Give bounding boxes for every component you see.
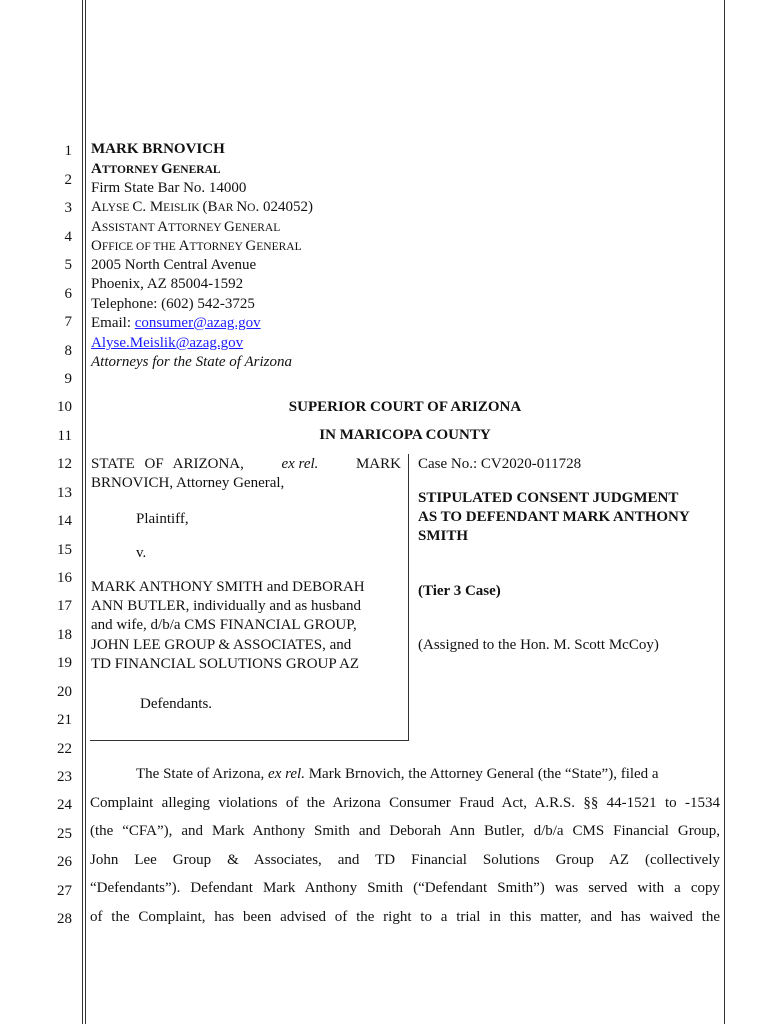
document-title-line-2: AS TO DEFENDANT MARK ANTHONY — [418, 509, 690, 525]
case-number: Case No.: CV2020-011728 — [418, 456, 582, 472]
line-number: 20 — [57, 684, 72, 700]
street-address: 2005 North Central Avenue — [91, 257, 257, 273]
line-number: 14 — [57, 513, 72, 529]
line-number: 6 — [64, 286, 72, 302]
line-number: 15 — [57, 542, 72, 558]
court-name: SUPERIOR COURT OF ARIZONA — [288, 399, 522, 415]
email-link-meislik[interactable]: Alyse.Meislik@azag.gov — [91, 335, 244, 351]
document-title-line-1: STIPULATED CONSENT JUDGMENT — [418, 490, 679, 506]
line-number: 21 — [57, 712, 72, 728]
defendant-line-3: and wife, d/b/a CMS FINANCIAL GROUP, — [91, 617, 357, 633]
office-name: OFFICE OF THE ATTORNEY GENERAL — [91, 238, 302, 254]
line-number: 22 — [57, 741, 72, 757]
plaintiff-ex-rel: ex rel. — [281, 456, 319, 472]
email-line-2 — [91, 334, 243, 353]
attorneys-for: Attorneys for the State of Arizona — [91, 354, 292, 370]
line-number: 23 — [57, 769, 72, 785]
line-number: 8 — [64, 343, 72, 359]
line-number: 3 — [64, 200, 72, 216]
plaintiff-role: Plaintiff, — [136, 511, 189, 527]
line-number: 28 — [57, 911, 72, 927]
body-line-5: “Defendants”). Defendant Mark Anthony Smith (“Defendant Smith”) was served with a copy — [90, 880, 720, 896]
plaintiff-line-2: BRNOVICH, Attorney General, — [91, 475, 285, 491]
plaintiff-mark: MARK — [355, 456, 401, 472]
line-number: 2 — [64, 172, 72, 188]
defendant-line-4: JOHN LEE GROUP & ASSOCIATES, and — [91, 637, 352, 653]
line-number: 25 — [57, 826, 72, 842]
line-number: 13 — [57, 485, 72, 501]
defendant-line-2: ANN BUTLER, individually and as husband — [91, 598, 361, 614]
left-margin-rule-inner — [85, 0, 86, 1024]
assistant-title: ASSISTANT ATTORNEY GENERAL — [91, 219, 281, 235]
left-margin-rule-outer — [82, 0, 83, 1024]
line-number: 18 — [57, 627, 72, 643]
tier-case: (Tier 3 Case) — [418, 583, 501, 599]
assigned-judge: (Assigned to the Hon. M. Scott McCoy) — [418, 637, 659, 653]
email-link-consumer[interactable]: consumer@azag.gov — [134, 315, 261, 331]
line-number: 19 — [57, 655, 72, 671]
plaintiff-line-1 — [91, 455, 401, 474]
line-number: 1 — [64, 143, 72, 159]
line-number: 7 — [64, 314, 72, 330]
body-line-2: Complaint alleging violations of the Arizona Consumer Fraud Act, A.R.S. §§ 44-1521 to -1534 — [90, 795, 720, 811]
line-number: 26 — [57, 854, 72, 870]
assistant-name: ALYSE C. MEISLIK (BAR NO. 024052) — [91, 199, 313, 215]
line-number: 17 — [57, 598, 72, 614]
right-margin-rule — [724, 0, 725, 1024]
line-number: 12 — [57, 456, 72, 472]
attorney-name: MARK BRNOVICH — [91, 141, 225, 157]
defendant-line-1: MARK ANTHONY SMITH and DEBORAH — [91, 579, 365, 595]
city-address: Phoenix, AZ 85004-1592 — [91, 276, 244, 292]
plaintiff-state: STATE OF ARIZONA, — [91, 456, 244, 472]
line-number: 10 — [57, 399, 72, 415]
court-county: IN MARICOPA COUNTY — [319, 427, 491, 443]
versus: v. — [136, 545, 147, 561]
email-label: Email: — [91, 315, 135, 331]
document-title-line-3: SMITH — [418, 528, 469, 544]
line-number: 16 — [57, 570, 72, 586]
body-line-3: (the “CFA”), and Mark Anthony Smith and Deborah Ann Butler, d/b/a CMS Financial Group, — [90, 823, 720, 839]
email-line — [91, 314, 261, 333]
body-line-1: The State of Arizona, ex rel. Mark Brnovich, the Attorney General (the “State”), filed a — [136, 766, 659, 782]
line-number: 11 — [57, 428, 72, 444]
body-line-6: of the Complaint, has been advised of the right to a trial in this matter, and has waived the — [90, 909, 720, 925]
telephone: Telephone: (602) 542-3725 — [91, 296, 255, 312]
defendant-role: Defendants. — [140, 696, 213, 712]
line-number: 24 — [57, 797, 72, 813]
body-line-4: John Lee Group & Associates, and TD Financial Solutions Group AZ (collectively — [90, 852, 720, 868]
defendant-line-5: TD FINANCIAL SOLUTIONS GROUP AZ — [91, 656, 360, 672]
line-number: 5 — [64, 257, 72, 273]
line-number: 4 — [64, 229, 72, 245]
line-number: 9 — [64, 371, 72, 387]
attorney-title: ATTORNEY GENERAL — [91, 161, 221, 177]
line-number: 27 — [57, 883, 72, 899]
firm-bar-number: Firm State Bar No. 14000 — [91, 180, 247, 196]
